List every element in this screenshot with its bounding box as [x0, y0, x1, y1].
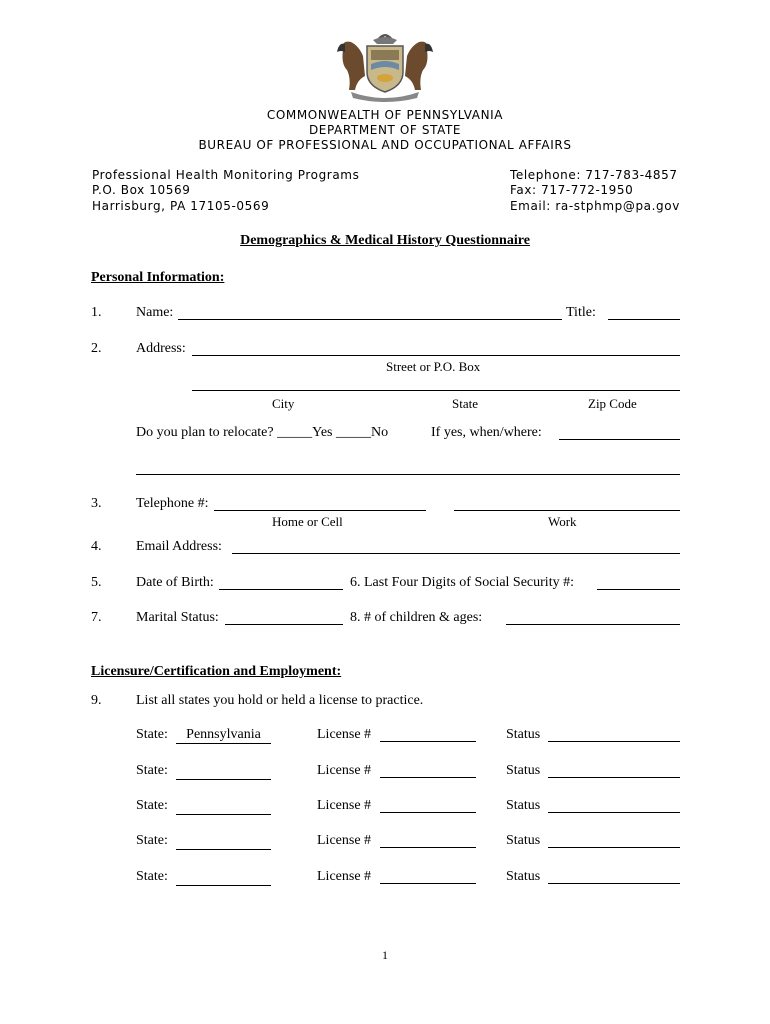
license-number-field[interactable] — [380, 847, 476, 848]
ssn-label: 6. Last Four Digits of Social Security #: — [350, 575, 574, 590]
title-field[interactable] — [608, 319, 680, 320]
status-field[interactable] — [548, 777, 680, 778]
email-info: Email: ra-stphmp@pa.gov — [510, 199, 680, 213]
state-label: State: — [136, 727, 168, 742]
address-label: Address: — [136, 341, 186, 356]
marital-field[interactable] — [225, 624, 343, 625]
item-number-4: 4. — [91, 539, 102, 554]
pennsylvania-seal-logo — [333, 30, 437, 104]
state-field[interactable] — [176, 763, 271, 780]
state-field[interactable] — [176, 833, 271, 850]
state-field[interactable] — [176, 869, 271, 886]
fax-info: Fax: 717-772-1950 — [510, 183, 634, 197]
status-field[interactable] — [548, 883, 680, 884]
state-field[interactable] — [176, 798, 271, 815]
header-commonwealth: COMMONWEALTH OF PENNSYLVANIA — [266, 108, 504, 122]
street-caption: Street or P.O. Box — [386, 359, 481, 374]
item-number-9: 9. — [91, 693, 102, 708]
license-label: License # — [317, 798, 372, 813]
po-box: P.O. Box 10569 — [92, 183, 191, 197]
item-number-3: 3. — [91, 496, 102, 511]
telephone-label: Telephone #: — [136, 496, 209, 511]
state-label: State: — [136, 798, 168, 813]
personal-info-heading: Personal Information: — [91, 270, 225, 285]
page-number: 1 — [382, 948, 388, 962]
license-number-field[interactable] — [380, 883, 476, 884]
header-bureau: BUREAU OF PROFESSIONAL AND OCCUPATIONAL AFFAIRS — [198, 138, 572, 152]
status-field[interactable] — [548, 812, 680, 813]
status-label: Status — [506, 833, 541, 848]
name-field[interactable] — [178, 319, 562, 320]
status-field[interactable] — [548, 847, 680, 848]
dob-field[interactable] — [219, 589, 343, 590]
city-caption: City — [272, 396, 295, 411]
item-number-2: 2. — [91, 341, 102, 356]
city-zip: Harrisburg, PA 17105-0569 — [92, 199, 270, 213]
when-where-field[interactable] — [559, 439, 680, 440]
license-number-field[interactable] — [380, 812, 476, 813]
item-number-7: 7. — [91, 610, 102, 625]
header-department: DEPARTMENT OF STATE — [308, 123, 462, 137]
dob-label: Date of Birth: — [136, 575, 214, 590]
document-title: Demographics & Medical History Questionnaire — [240, 233, 530, 248]
relocate-extra-field[interactable] — [136, 474, 680, 475]
street-field[interactable] — [192, 355, 680, 356]
ssn-field[interactable] — [597, 589, 680, 590]
program-name: Professional Health Monitoring Programs — [92, 168, 360, 182]
when-where-label: If yes, when/where: — [431, 425, 542, 440]
home-caption: Home or Cell — [272, 514, 343, 529]
license-number-field[interactable] — [380, 777, 476, 778]
name-label: Name: — [136, 305, 174, 320]
email-field[interactable] — [232, 553, 680, 554]
status-label: Status — [506, 763, 541, 778]
status-label: Status — [506, 869, 541, 884]
children-label: 8. # of children & ages: — [350, 610, 483, 625]
license-label: License # — [317, 727, 372, 742]
item-number-1: 1. — [91, 305, 102, 320]
status-field[interactable] — [548, 741, 680, 742]
status-label: Status — [506, 798, 541, 813]
home-phone-field[interactable] — [214, 510, 426, 511]
relocate-question: Do you plan to relocate? _____Yes _____No — [136, 425, 389, 440]
state-label: State: — [136, 869, 168, 884]
state-label: State: — [136, 833, 168, 848]
zip-caption: Zip Code — [588, 396, 637, 411]
children-field[interactable] — [506, 624, 680, 625]
license-label: License # — [317, 763, 372, 778]
state-field[interactable]: Pennsylvania — [176, 727, 271, 744]
license-label: License # — [317, 833, 372, 848]
marital-label: Marital Status: — [136, 610, 219, 625]
email-label: Email Address: — [136, 539, 222, 554]
status-label: Status — [506, 727, 541, 742]
licensure-heading: Licensure/Certification and Employment: — [91, 664, 342, 679]
license-number-field[interactable] — [380, 741, 476, 742]
title-label: Title: — [566, 305, 596, 320]
license-label: License # — [317, 869, 372, 884]
telephone-info: Telephone: 717-783-4857 — [510, 168, 678, 182]
state-label: State: — [136, 763, 168, 778]
city-state-zip-field[interactable] — [192, 390, 680, 391]
work-caption: Work — [548, 514, 577, 529]
work-phone-field[interactable] — [454, 510, 680, 511]
state-caption: State — [452, 396, 478, 411]
license-instruction: List all states you hold or held a license to practice. — [136, 693, 424, 708]
item-number-5: 5. — [91, 575, 102, 590]
